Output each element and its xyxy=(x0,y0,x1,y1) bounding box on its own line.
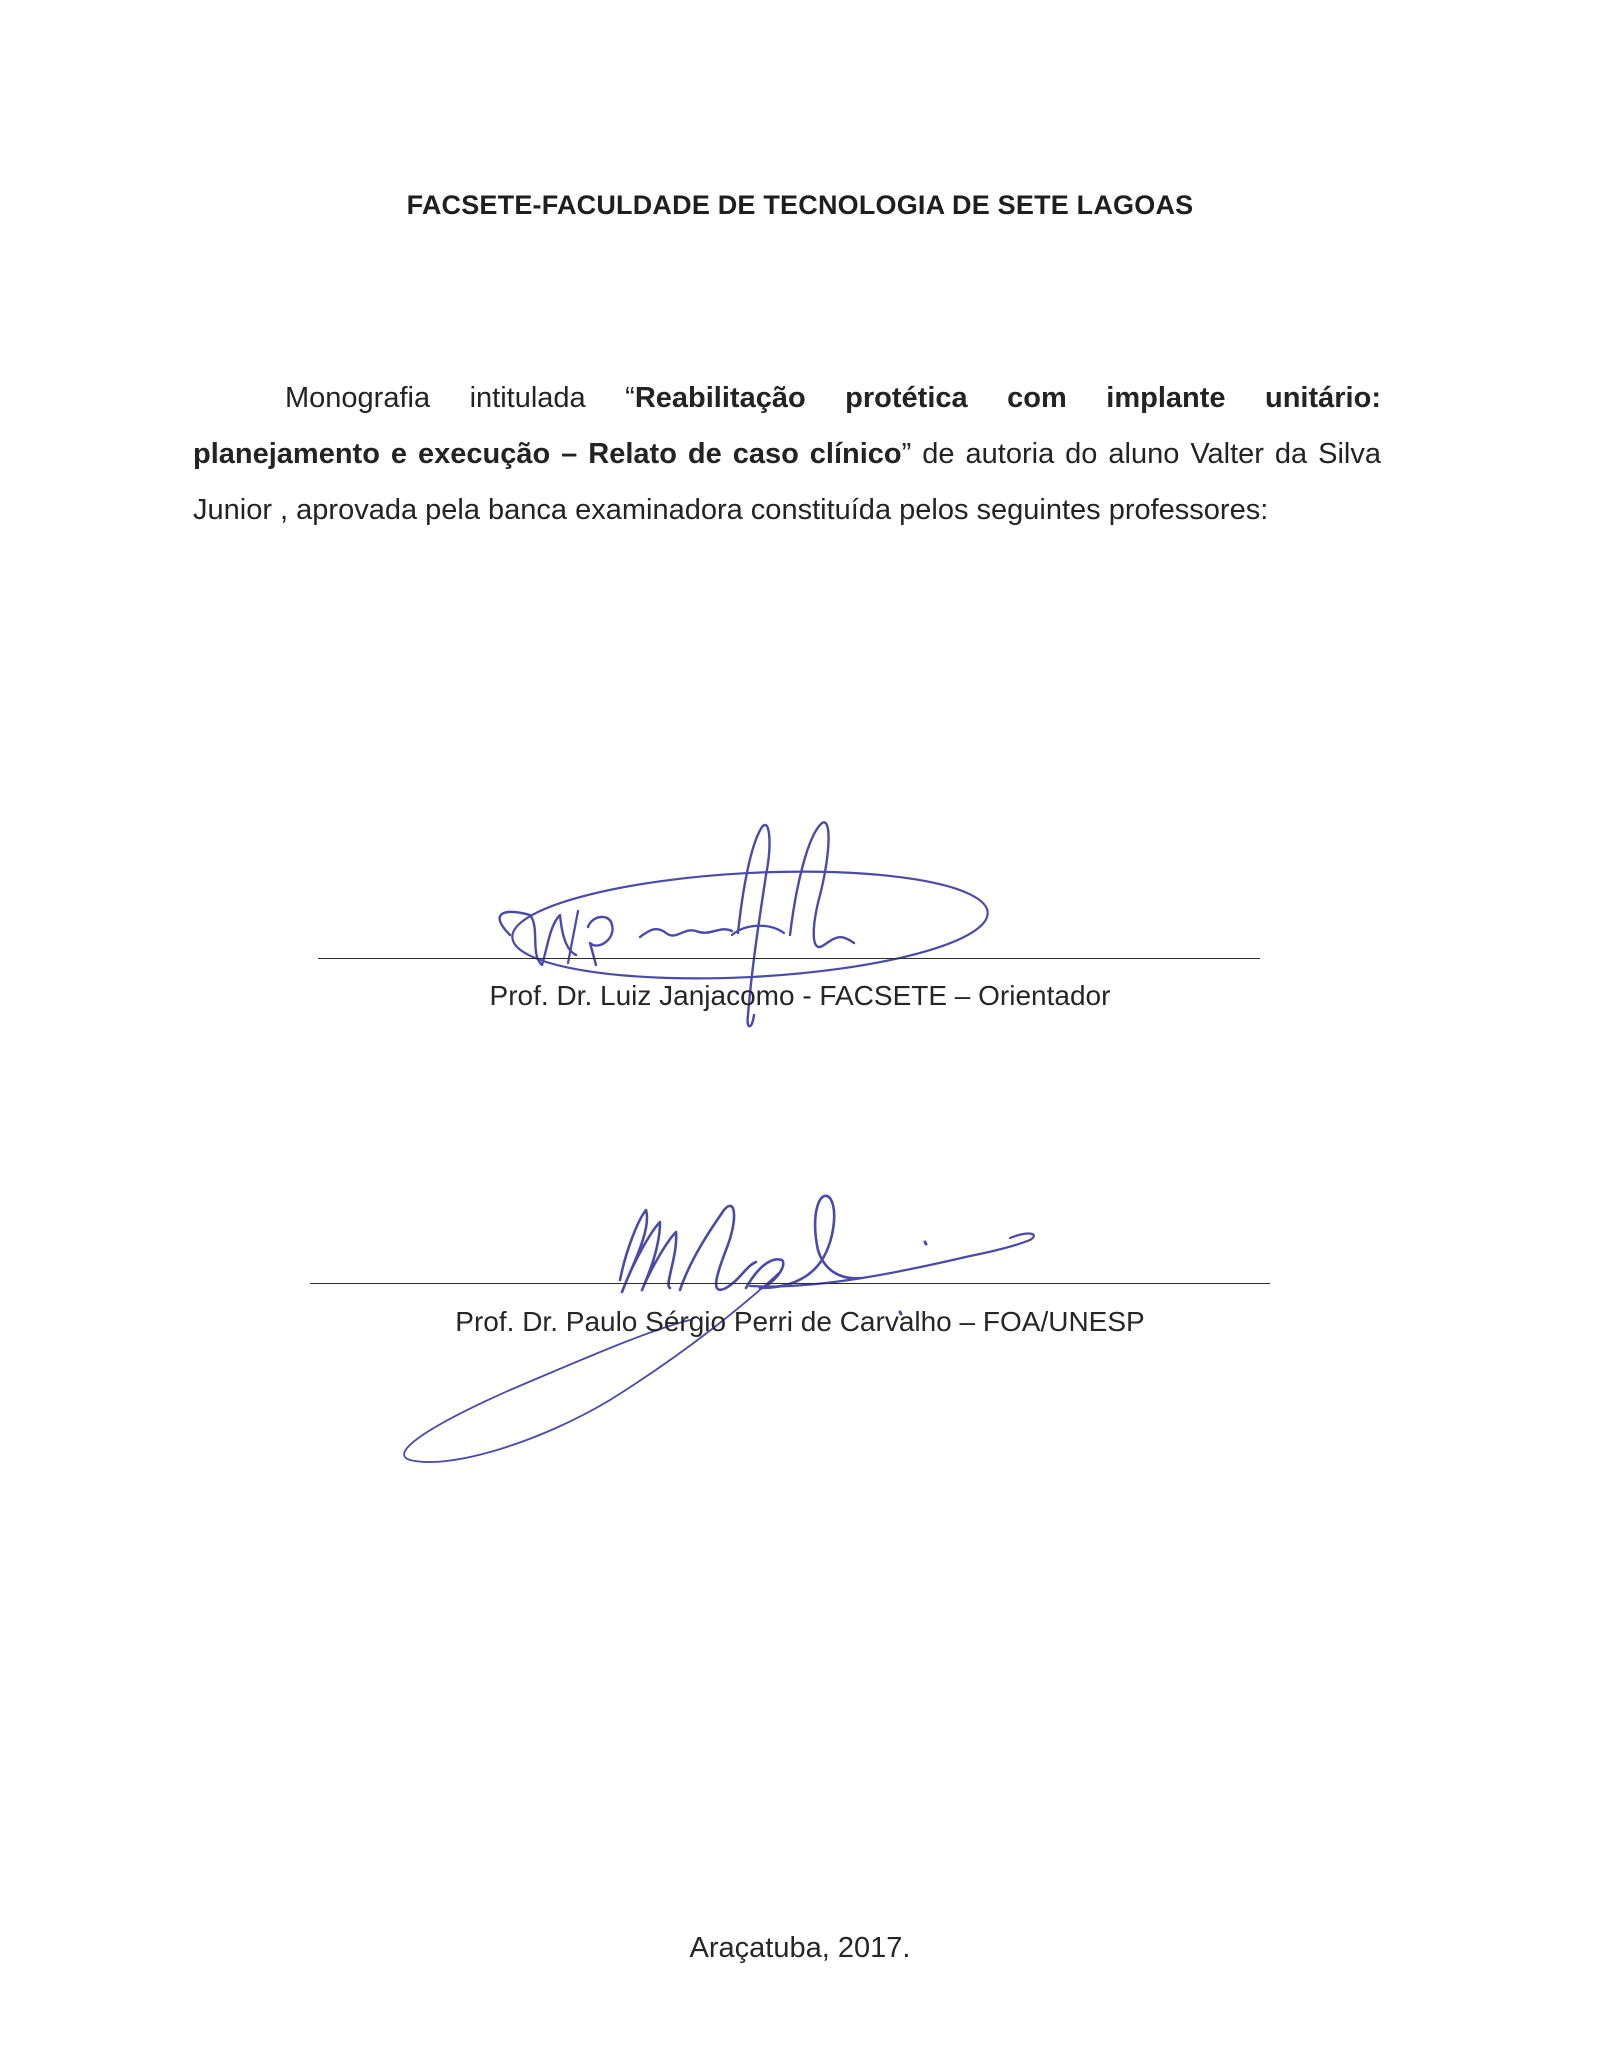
monograph-title: Reabilitação protética com implante unitário: planejamento e execução – Relato de caso clínico xyxy=(193,382,1381,470)
approval-text-rest: ” de autoria do aluno Valter da Silva Junior , aprovada pela banca examinadora constituída pelos seguintes professores: xyxy=(193,438,1382,526)
institution-heading: FACSETE-FACULDADE DE TECNOLOGIA DE SETE LAGOAS xyxy=(406,190,1194,220)
signature-line-examiner xyxy=(310,1283,1270,1284)
place-and-date: Araçatuba, 2017. xyxy=(689,1932,911,1964)
approval-text-intro: Monografia intitulada “ xyxy=(285,382,635,414)
signatory-caption-advisor: Prof. Dr. Luiz Janjacomo - FACSETE – Orientador xyxy=(489,980,1111,1011)
approval-paragraph xyxy=(193,370,1381,538)
signature-line-advisor xyxy=(318,958,1260,959)
handwritten-signature-advisor xyxy=(470,815,990,1055)
signatory-caption-examiner: Prof. Dr. Paulo Sérgio Perri de Carvalho – FOA/UNESP xyxy=(455,1306,1145,1337)
